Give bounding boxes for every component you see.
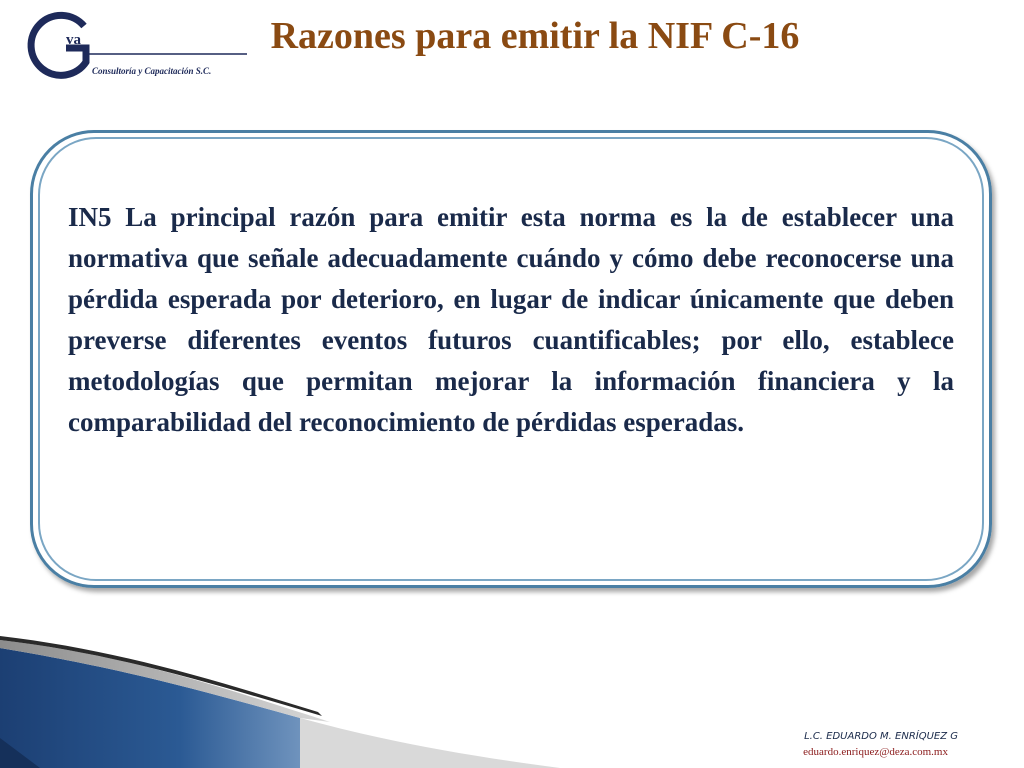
logo-company-name: Consultoría y Capacitación S.C. — [92, 66, 212, 76]
logo-letters: va — [66, 32, 81, 48]
footer-author: L.C. EDUARDO M. ENRÍQUEZ G — [804, 731, 958, 742]
body-paragraph: IN5 La principal razón para emitir esta norma es la de establecer una normativa que señale adecuadamente cuándo y cómo debe reconocerse una pérdida esperada por deterioro, en lugar de indicar únicamente que deben preverse diferentes eventos futuros cuantificables; por ello, establece metodologías que permitan mejorar la información financiera y la comparabilidad del reconocimiento de pérdidas esperadas. — [68, 202, 954, 437]
slide-title: Razones para emitir la NIF C-16 — [270, 15, 800, 57]
swoosh-light — [300, 718, 560, 768]
footer-email: eduardo.enriquez@deza.com.mx — [803, 746, 948, 758]
